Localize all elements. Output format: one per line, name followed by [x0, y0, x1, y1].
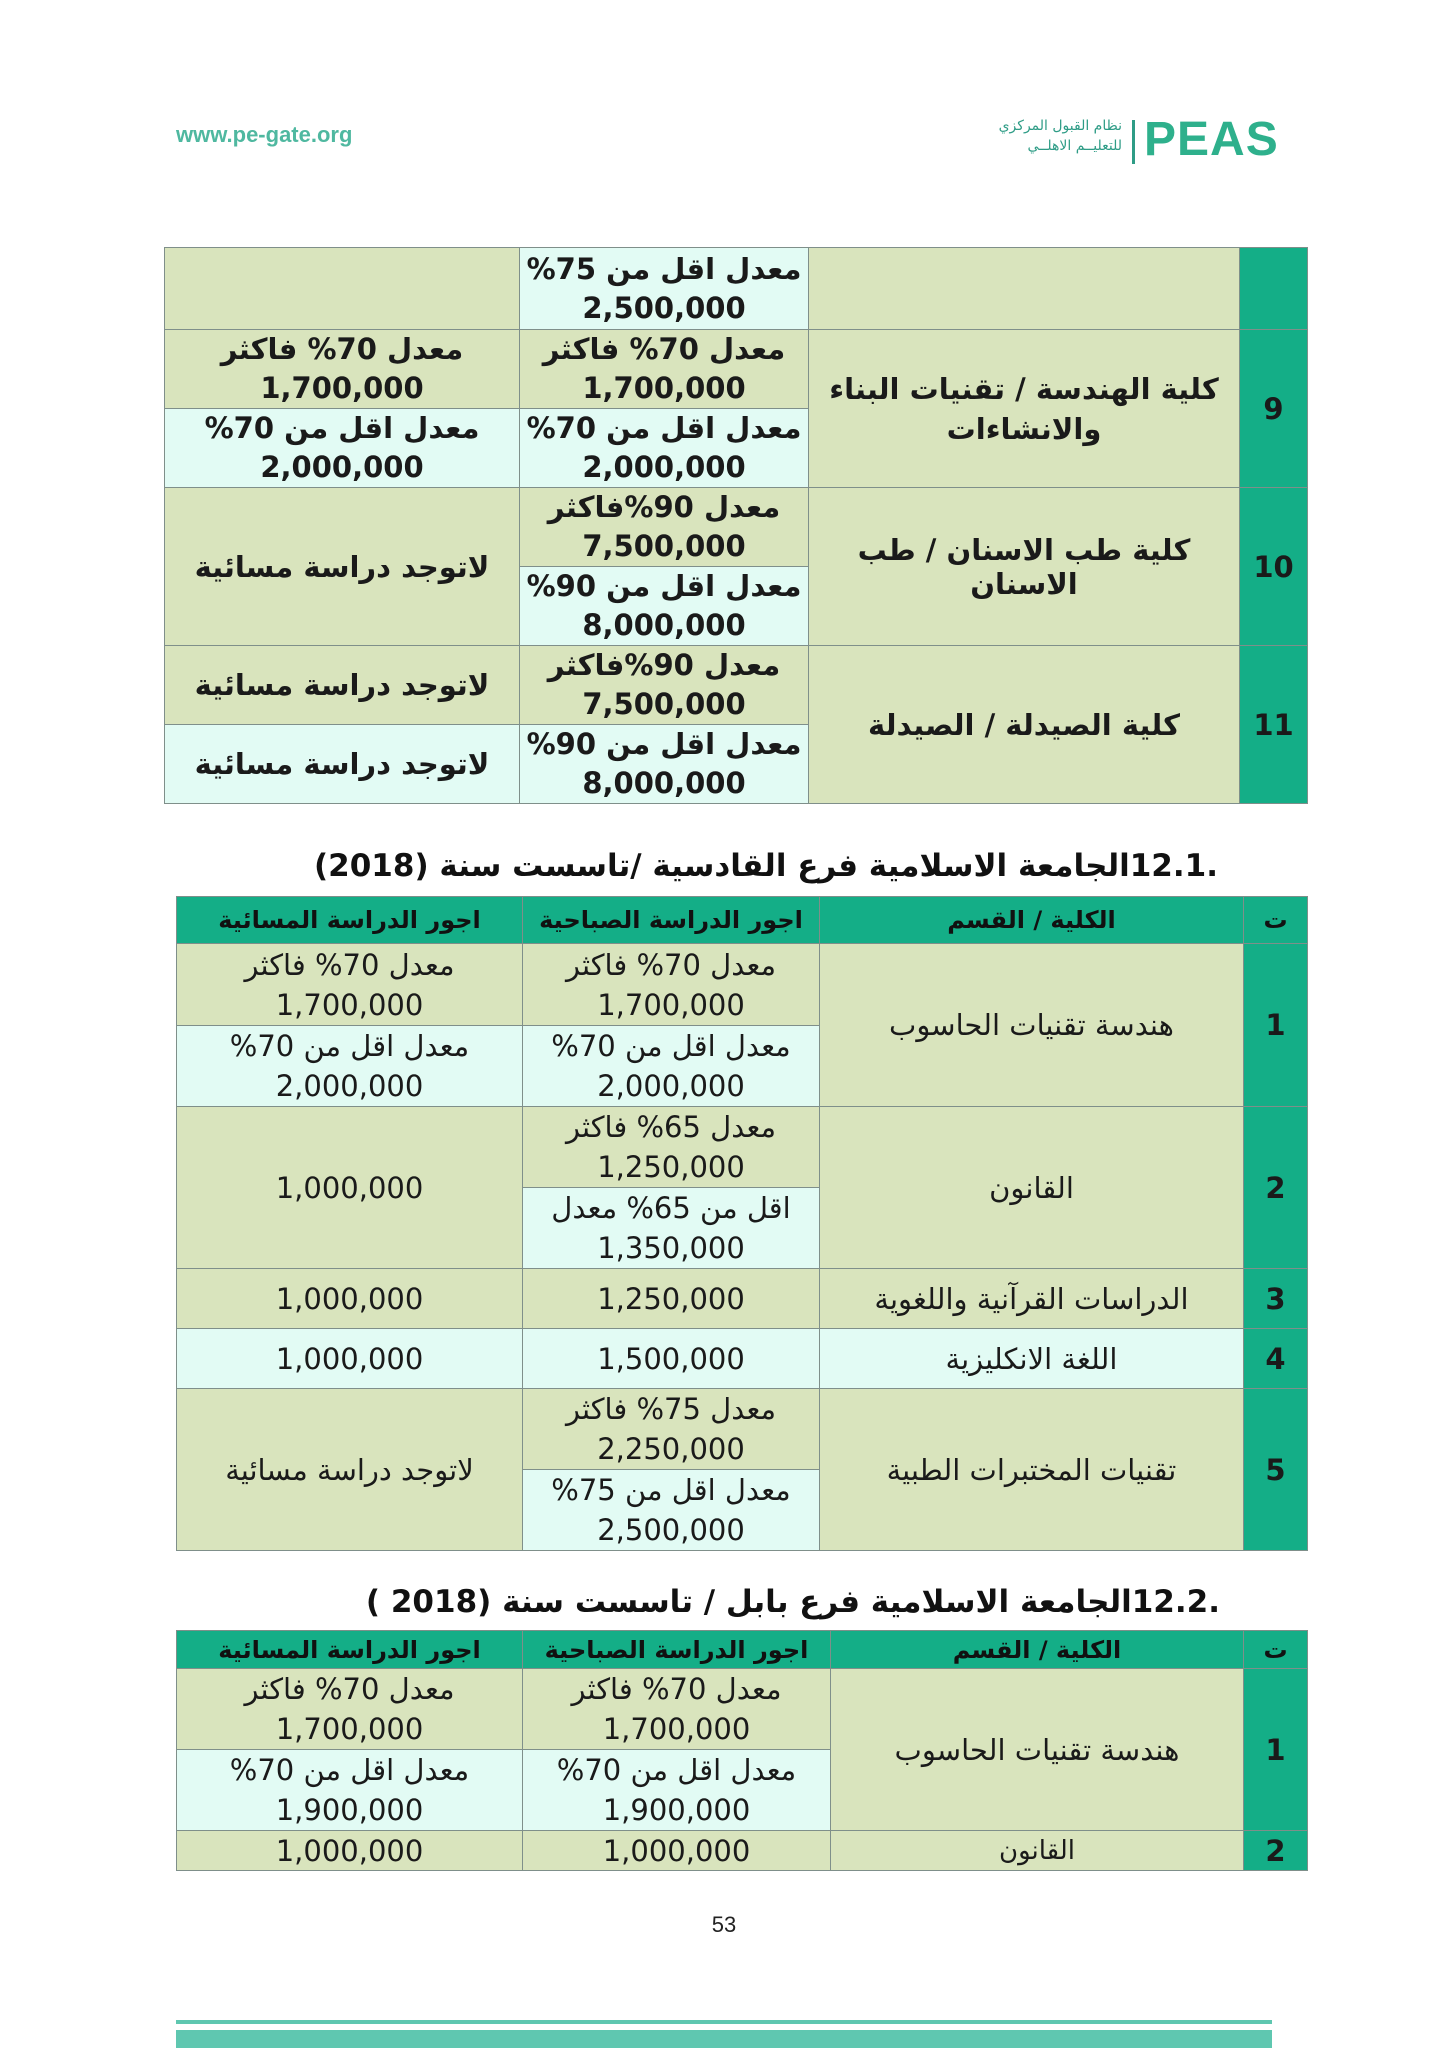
morning-fee-cell: معدل اقل من 70% 1,900,000 — [523, 1750, 831, 1831]
morning-fee-cell: معدل 90%فاكثر 7,500,000 — [520, 646, 809, 725]
header-morning-fees: اجور الدراسة الصباحية — [523, 1631, 831, 1669]
fees-table-qadisiyah — [176, 896, 1308, 1551]
morning-fee-cell: معدل 65% فاكثر 1,250,000 — [523, 1107, 820, 1188]
evening-fee-cell: لاتوجد دراسة مسائية — [165, 646, 520, 725]
logo-divider — [1132, 120, 1135, 164]
table-row — [177, 1269, 1308, 1329]
header-evening-fees: اجور الدراسة المسائية — [177, 897, 523, 944]
row-number-cell: 2 — [1244, 1831, 1308, 1871]
row-number-cell: 10 — [1240, 488, 1308, 646]
header-number: ت — [1244, 1631, 1308, 1669]
evening-fee-cell: 1,000,000 — [177, 1269, 523, 1329]
evening-fee-cell: لاتوجد دراسة مسائية — [165, 488, 520, 646]
college-cell: هندسة تقنيات الحاسوب — [820, 944, 1244, 1107]
morning-fee-cell: معدل 70% فاكثر 1,700,000 — [523, 1669, 831, 1750]
college-cell: اللغة الانكليزية — [820, 1329, 1244, 1389]
evening-fee-cell: 1,000,000 — [177, 1329, 523, 1389]
header-morning-fees: اجور الدراسة الصباحية — [523, 897, 820, 944]
college-cell: هندسة تقنيات الحاسوب — [831, 1669, 1244, 1831]
section-title-12-2: .12.2الجامعة الاسلامية فرع بابل / تاسست سنة (2018 ) — [365, 1584, 1220, 1620]
evening-fee-cell — [165, 248, 520, 330]
table-row — [165, 646, 1308, 725]
morning-fee-cell: معدل اقل من 90% 8,000,000 — [520, 725, 809, 804]
logo-line-1: نظام القبول المركزي — [998, 118, 1122, 134]
table-row — [177, 1389, 1308, 1470]
logo-wordmark: PEAS — [1144, 113, 1279, 166]
page-number: 53 — [711, 1912, 737, 1937]
row-number-cell: 1 — [1244, 1669, 1308, 1831]
morning-fee-cell: معدل اقل من 70% 2,000,000 — [520, 409, 809, 488]
table-row — [177, 1107, 1308, 1188]
row-number-cell: 4 — [1244, 1329, 1308, 1389]
fees-table-continued — [164, 247, 1308, 804]
evening-fee-cell: لاتوجد دراسة مسائية — [177, 1389, 523, 1551]
evening-fee-cell: معدل 70% فاكثر 1,700,000 — [177, 944, 523, 1026]
evening-fee-cell: معدل اقل من 70% 1,900,000 — [177, 1750, 523, 1831]
row-number-cell: 9 — [1240, 330, 1308, 488]
section-title-12-1: .12.1الجامعة الاسلامية فرع القادسية /تاسست سنة (2018) — [314, 848, 1218, 884]
morning-fee-cell: معدل اقل من 90% 8,000,000 — [520, 567, 809, 646]
college-cell: كلية طب الاسنان / طب الاسنان — [809, 488, 1240, 646]
morning-fee-cell: 1,000,000 — [523, 1831, 831, 1871]
row-number-cell: 2 — [1244, 1107, 1308, 1269]
morning-fee-cell: معدل اقل من 75% 2,500,000 — [523, 1470, 820, 1551]
website-url[interactable]: www.pe-gate.org — [176, 122, 353, 147]
row-number-cell — [1240, 248, 1308, 330]
footer-band — [176, 2030, 1272, 2048]
morning-fee-cell: معدل 90%فاكثر 7,500,000 — [520, 488, 809, 567]
table-header-row — [177, 897, 1308, 944]
college-cell: الدراسات القرآنية واللغوية — [820, 1269, 1244, 1329]
college-cell: كلية الهندسة / تقنيات البناء والانشاءات — [809, 330, 1240, 488]
row-number-cell: 3 — [1244, 1269, 1308, 1329]
logo-line-2: للتعليــم الاهلــي — [1027, 138, 1122, 154]
table-row — [177, 1669, 1308, 1750]
header-evening-fees: اجور الدراسة المسائية — [177, 1631, 523, 1669]
evening-fee-cell: لاتوجد دراسة مسائية — [165, 725, 520, 804]
morning-fee-cell: 1,250,000 — [523, 1269, 820, 1329]
morning-fee-cell: معدل اقل من 75% 2,500,000 — [520, 248, 809, 330]
morning-fee-cell: اقل من 65% معدل 1,350,000 — [523, 1188, 820, 1269]
college-cell: تقنيات المختبرات الطبية — [820, 1389, 1244, 1551]
college-cell: كلية الصيدلة / الصيدلة — [809, 646, 1240, 804]
evening-fee-cell: 1,000,000 — [177, 1107, 523, 1269]
row-number-cell: 1 — [1244, 944, 1308, 1107]
morning-fee-cell: 1,500,000 — [523, 1329, 820, 1389]
header-number: ت — [1244, 897, 1308, 944]
header-college: الكلية / القسم — [820, 897, 1244, 944]
table-row — [165, 248, 1308, 330]
evening-fee-cell: معدل اقل من 70% 2,000,000 — [165, 409, 520, 488]
header-college: الكلية / القسم — [831, 1631, 1244, 1669]
evening-fee-cell: معدل اقل من 70% 2,000,000 — [177, 1026, 523, 1107]
table-header-row — [177, 1631, 1308, 1669]
morning-fee-cell: معدل 70% فاكثر 1,700,000 — [520, 330, 809, 409]
evening-fee-cell: معدل 70% فاكثر 1,700,000 — [165, 330, 520, 409]
row-number-cell: 11 — [1240, 646, 1308, 804]
footer-rule — [176, 2020, 1272, 2024]
peas-logo — [986, 112, 1279, 172]
table-row — [177, 1329, 1308, 1389]
table-row — [177, 944, 1308, 1026]
morning-fee-cell: معدل 75% فاكثر 2,250,000 — [523, 1389, 820, 1470]
table-row — [165, 488, 1308, 567]
morning-fee-cell: معدل 70% فاكثر 1,700,000 — [523, 944, 820, 1026]
morning-fee-cell: معدل اقل من 70% 2,000,000 — [523, 1026, 820, 1107]
table-row — [165, 330, 1308, 409]
evening-fee-cell: معدل 70% فاكثر 1,700,000 — [177, 1669, 523, 1750]
fees-table-babylon — [176, 1630, 1308, 1871]
table-row — [177, 1831, 1308, 1871]
row-number-cell: 5 — [1244, 1389, 1308, 1551]
college-cell — [809, 248, 1240, 330]
college-cell: القانون — [820, 1107, 1244, 1269]
evening-fee-cell: 1,000,000 — [177, 1831, 523, 1871]
college-cell: القانون — [831, 1831, 1244, 1871]
logo-caption — [986, 116, 1122, 156]
